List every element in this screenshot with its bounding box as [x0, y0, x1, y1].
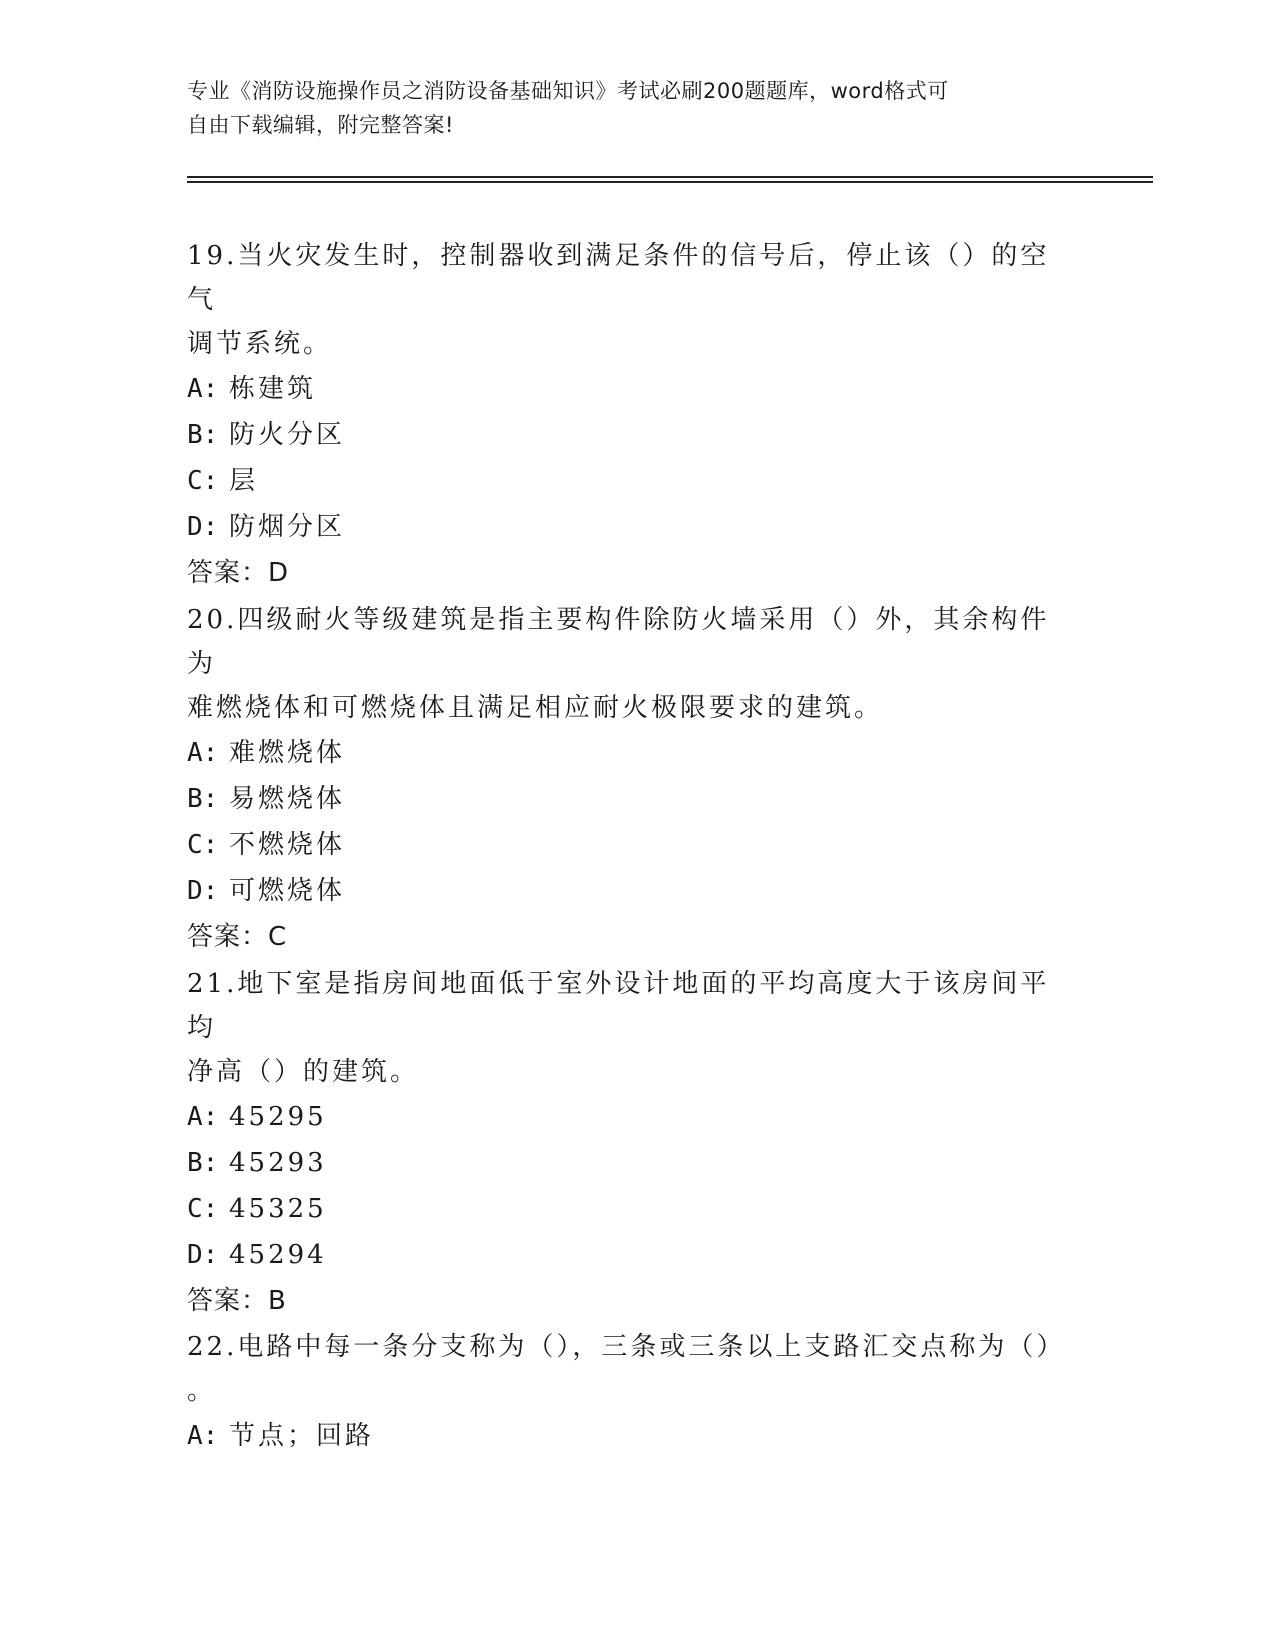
option-text: 45295 [229, 1102, 327, 1132]
option-letter: D: [187, 512, 219, 542]
option-a [187, 1413, 1067, 1459]
option-d [187, 868, 1067, 914]
option-b [187, 776, 1067, 822]
option-c [187, 458, 1067, 504]
option-a [187, 366, 1067, 412]
header-divider-top [187, 176, 1153, 178]
option-text: 层 [229, 466, 259, 496]
option-letter: C: [187, 830, 219, 860]
option-letter: D: [187, 1240, 219, 1270]
question-20 [187, 598, 1067, 960]
option-letter: C: [187, 466, 219, 496]
option-text: 45294 [229, 1240, 327, 1270]
option-letter: A: [187, 374, 219, 404]
question-text-line-1: 21.地下室是指房间地面低于室外设计地面的平均高度大于该房间平均 [187, 969, 1050, 1043]
option-b [187, 412, 1067, 458]
option-letter: A: [187, 1421, 219, 1451]
header-line-2: 自由下载编辑，附完整答案! [187, 113, 454, 137]
option-text: 可燃烧体 [229, 876, 346, 906]
option-text: 45293 [229, 1148, 327, 1178]
answer-line: 答案：C [187, 922, 288, 952]
option-letter: D: [187, 876, 219, 906]
question-19 [187, 234, 1067, 596]
header-divider-bottom [187, 181, 1153, 183]
question-21 [187, 962, 1067, 1324]
option-text: 不燃烧体 [229, 830, 346, 860]
question-text-line-2: 净高（）的建筑。 [187, 1057, 420, 1087]
option-letter: A: [187, 1102, 219, 1132]
option-a [187, 730, 1067, 776]
option-text: 易燃烧体 [229, 784, 346, 814]
option-text: 栋建筑 [229, 374, 317, 404]
question-22 [187, 1325, 1067, 1459]
question-text-line-1: 22.电路中每一条分支称为（），三条或三条以上支路汇交点称为（） [187, 1332, 1066, 1362]
option-letter: C: [187, 1194, 219, 1224]
question-text-line-2: 调节系统。 [187, 329, 333, 359]
option-letter: B: [187, 1148, 219, 1178]
option-text: 防火分区 [229, 420, 346, 450]
option-d [187, 504, 1067, 550]
option-text: 45325 [229, 1194, 327, 1224]
answer-line: 答案：B [187, 1286, 287, 1316]
option-d [187, 1232, 1067, 1278]
question-text-line-2: 。 [187, 1376, 217, 1406]
option-text: 难燃烧体 [229, 738, 346, 768]
option-letter: B: [187, 784, 219, 814]
question-text-line-1: 20.四级耐火等级建筑是指主要构件除防火墙采用（）外，其余构件为 [187, 605, 1050, 679]
question-text-line-1: 19.当火灾发生时，控制器收到满足条件的信号后，停止该（）的空气 [187, 241, 1050, 315]
question-text-line-2: 难燃烧体和可燃烧体且满足相应耐火极限要求的建筑。 [187, 693, 884, 723]
option-letter: A: [187, 738, 219, 768]
document-header [187, 74, 1067, 142]
option-letter: B: [187, 420, 219, 450]
option-text: 防烟分区 [229, 512, 346, 542]
option-b [187, 1140, 1067, 1186]
header-line-1: 专业《消防设施操作员之消防设备基础知识》考试必刷200题题库，word格式可 [187, 79, 949, 103]
answer-line: 答案：D [187, 558, 290, 588]
option-c [187, 1186, 1067, 1232]
option-a [187, 1094, 1067, 1140]
option-text: 节点；回路 [229, 1421, 375, 1451]
option-c [187, 822, 1067, 868]
